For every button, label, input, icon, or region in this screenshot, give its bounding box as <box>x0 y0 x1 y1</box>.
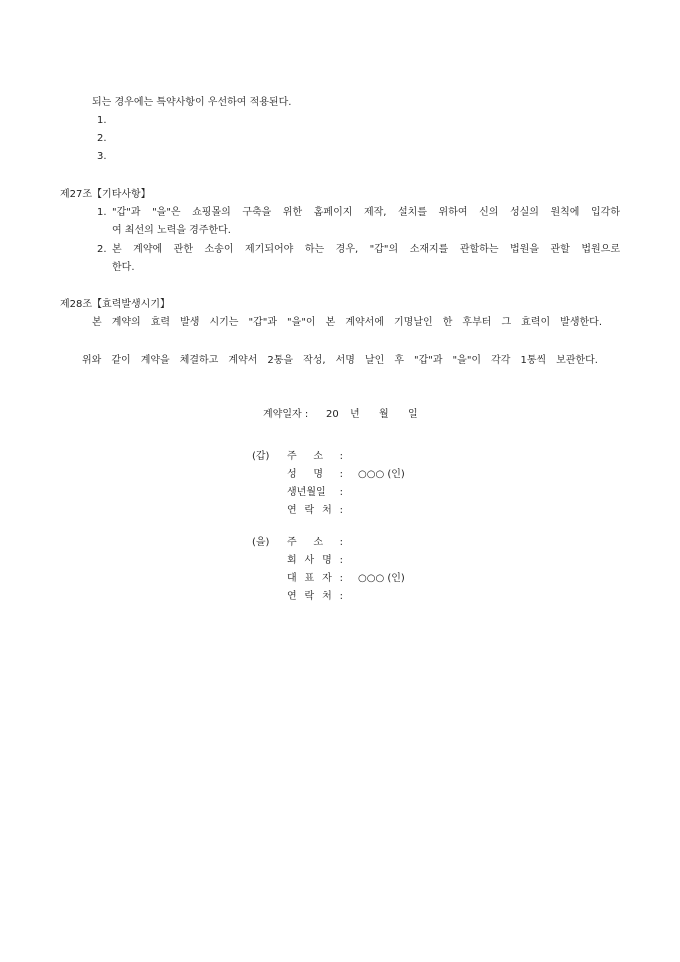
article-28-body: 본 계약의 효력 발생 시기는 "갑"과 "을"이 본 계약서에 기명날인 한 후부터 그 효력이 발생한다. <box>92 317 602 328</box>
article-28-title: 제28조【효력발생시기】 <box>60 299 171 310</box>
party-b-company-label: 회 사 명 : <box>287 555 343 566</box>
contract-date-year-prefix: 20 <box>326 409 339 420</box>
contract-date-day: 일 <box>408 409 418 420</box>
party-a-name-value: ○○○ (인) <box>358 469 405 480</box>
article-27-item-2-line-1: 본 계약에 관한 소송이 제기되어야 하는 경우, "갑"의 소재지를 관할하는 법원을 관할 법원으로 <box>112 244 620 255</box>
article-27-title: 제27조【기타사항】 <box>60 189 151 200</box>
party-b-ceo-value: ○○○ (인) <box>358 573 405 584</box>
party-a-contact-label: 연 락 처 : <box>287 505 343 516</box>
special-item-2: 2. <box>97 133 107 144</box>
article-27-item-1-line-2: 여 최선의 노력을 경주한다. <box>112 225 231 236</box>
party-a-address-label: 주 소 : <box>287 451 343 462</box>
article-27-item-1-line-1: "갑"과 "을"은 쇼핑몰의 구축을 위한 홈페이지 제작, 설치를 위하여 신의 성실의 원칙에 입각하 <box>112 207 620 218</box>
article-27-item-2-line-2: 한다. <box>112 262 135 273</box>
special-item-1: 1. <box>97 115 107 126</box>
party-b-ceo-label: 대 표 자 : <box>287 573 343 584</box>
party-b-tag: (을) <box>252 537 270 548</box>
party-b-contact-label: 연 락 처 : <box>287 591 343 602</box>
article-27-item-1-number: 1. <box>97 207 107 218</box>
contract-date-month: 월 <box>379 409 389 420</box>
party-a-birth-label: 생년월일 : <box>287 487 343 498</box>
contract-date-label: 계약일자 : <box>263 409 309 420</box>
party-b-address-label: 주 소 : <box>287 537 343 548</box>
party-a-name-label: 성 명 : <box>287 469 343 480</box>
party-a-tag: (갑) <box>252 451 270 462</box>
closing-statement: 위와 같이 계약을 체결하고 계약서 2통을 작성, 서명 날인 후 "갑"과 "을"이 각각 1통씩 보관한다. <box>82 355 598 366</box>
continuation-text: 되는 경우에는 특약사항이 우선하여 적용된다. <box>92 97 292 108</box>
special-item-3: 3. <box>97 151 107 162</box>
article-27-item-2-number: 2. <box>97 244 107 255</box>
contract-date-year: 년 <box>350 409 360 420</box>
